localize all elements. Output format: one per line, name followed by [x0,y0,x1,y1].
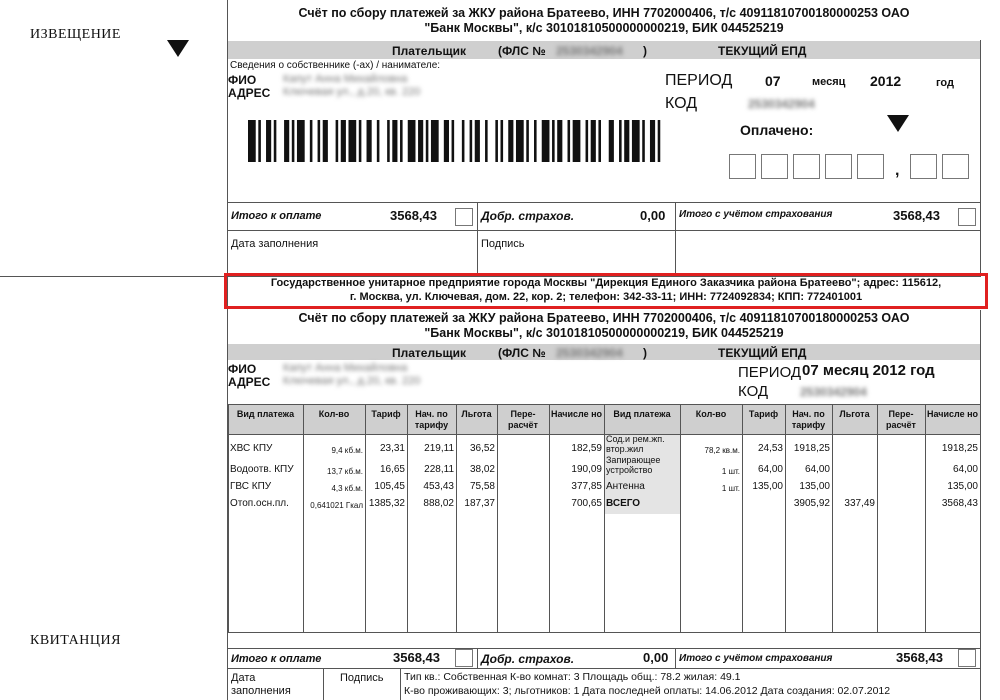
period-month: 07 [765,73,781,89]
barcode-bar [619,120,622,162]
signature-label: Подпись [481,238,525,250]
fio-label-2: ФИО [228,362,257,376]
barcode-bar [444,120,449,162]
table-cell-total: 3568,43 [941,498,978,509]
signature-label-2: Подпись [340,672,384,684]
address-value: Ключевая ул., д.20, кв. 220 [283,86,421,98]
barcode-bar [336,120,339,162]
period-label-2: ПЕРИОД [738,364,802,381]
barcode-bar [266,120,271,162]
fls-value-2: 2530342904 [556,346,623,360]
period-year: 2012 [870,73,902,89]
paid-label: Оплачено: [740,122,814,138]
barcode-bar [387,120,390,162]
to-pay-checkbox-2[interactable] [455,649,473,667]
barcode-bar [248,120,256,162]
fio-value-2: Капут Анна Михайловна [283,362,408,374]
table-cell-name: Сод.и рем.жп. втор.жил [606,434,665,454]
paid-comma: , [895,162,900,179]
header2-line1: Счёт по сбору платежей за ЖКУ района Братеево, ИНН 7702000406, т/с 40911810700180000253 ОАО [298,311,910,325]
barcode [248,120,668,162]
insurance-value-2: 0,00 [643,650,669,665]
period-year-label: год [936,77,954,89]
table-cell-charged: 453,43 [423,481,454,492]
table-cell-tariff: 1385,32 [368,498,405,509]
barcode-bar [284,120,289,162]
code-value: 2530342904 [748,97,815,111]
barcode-bar [310,120,313,162]
epd-label-2: ТЕКУЩИЙ ЕПД [718,346,807,360]
address-value-2: Ключевая ул., д.20, кв. 220 [283,375,421,387]
barcode-bar [348,120,356,162]
barcode-bar [462,120,465,162]
barcode-bar [642,120,645,162]
paid-digit-box[interactable] [825,154,852,179]
table-cell-charged: 3905,92 [793,498,830,509]
barcode-bar [258,120,261,162]
barcode-bar [426,120,429,162]
barcode-bar [418,120,423,162]
insurance-value: 0,00 [640,208,666,223]
barcode-bar [318,120,321,162]
barcode-bar [367,120,372,162]
table-header-cell: Начисле но [926,409,979,419]
barcode-bar [452,120,455,162]
fio-label: ФИО [228,73,257,87]
fio-value: Капут Анна Михайловна [283,73,408,85]
insurance-label: Добр. страхов. [481,209,575,223]
barcode-bar [470,120,473,162]
paid-digit-box[interactable] [942,154,969,179]
payer-label: Плательщик [392,44,466,58]
table-cell-charged: 64,00 [804,464,830,475]
barcode-bar [586,120,589,162]
to-pay-label-2: Итого к оплате [231,653,322,665]
to-pay-label: Итого к оплате [231,210,322,222]
triangle-down-icon [167,40,189,57]
table-cell-charged: 135,00 [799,481,830,492]
notice-label: ИЗВЕЩЕНИЕ [30,27,121,42]
barcode-bar [501,120,504,162]
barcode-bar [274,120,277,162]
to-pay-value: 3568,43 [390,208,437,223]
fls-close-2: ) [643,346,647,360]
owner-info: Сведения о собственнике (-ах) / нанимателе: [230,60,441,71]
table-cell-name: Антенна [606,481,645,492]
to-pay-value-2: 3568,43 [393,650,440,665]
table-cell-charged: 219,11 [424,443,454,454]
table-cell-benefit: 38,02 [469,464,495,475]
footer-line2: К-во проживающих: 3; льготников: 1 Дата последней оплаты: 14.06.2012 Дата создания: 02.07.2012 [404,685,891,697]
table-header-cell: Тариф [371,409,401,419]
table-cell-total: 1918,25 [941,443,978,454]
table-header-cell: Нач. по тарифу [791,409,826,430]
barcode-bar [534,120,537,162]
address-label: АДРЕС [228,86,271,100]
barcode-bar [392,120,397,162]
org-line2: г. Москва, ул. Ключевая, дом. 22, кор. 2; телефон: 342-33-11; ИНН: 7724092834; КПП: 772401001 [349,291,863,303]
barcode-bar [485,120,488,162]
table-cell-charged: 228,11 [424,464,454,475]
table-header-cell: Пере-расчёт [886,409,916,430]
table-cell-total: 182,59 [571,443,602,454]
header2-line2: "Банк Москвы", к/с 30101810500000000219, БИК 044525219 [424,326,784,340]
header-line1: Счёт по сбору платежей за ЖКУ района Братеево, ИНН 7702000406, т/с 40911810700180000253 ОАО [298,6,910,20]
barcode-bar [658,120,661,162]
right-border [980,40,981,277]
address-label-2: АДРЕС [228,375,271,389]
period-label: ПЕРИОД [665,72,733,89]
insurance-label-2: Добр. страхов. [481,652,575,666]
table-header-cell: Кол-во [695,409,727,419]
footer-line1: Тип кв.: Собственная К-во комнат: 3 Площадь общ.: 78.2 жилая: 49.1 [404,671,741,683]
table-header-cell: Льгота [839,409,870,419]
epd-label: ТЕКУЩИЙ ЕПД [718,44,807,58]
header-line2: "Банк Москвы", к/с 30101810500000000219, БИК 044525219 [424,21,784,35]
table-cell-name: Запирающее устройство [606,455,661,475]
paid-digit-box[interactable] [910,154,937,179]
table-header-cell: Пере-расчёт [508,409,538,430]
table-cell-tariff: 135,00 [752,481,783,492]
fls-value: 2530342904 [556,44,623,58]
table-cell-qty: 78,2 кв.м. [704,446,740,455]
barcode-bar [598,120,601,162]
code-value-2: 2530342904 [800,385,867,399]
table-cell-qty: 1 шт. [721,484,740,493]
table-cell-charged: 1918,25 [793,443,830,454]
table-cell-tariff: 23,31 [379,443,405,454]
table-cell-tariff: 16,65 [379,464,405,475]
barcode-bar [632,120,640,162]
barcode-bar [359,120,362,162]
with-insurance-checkbox-2[interactable] [958,649,976,667]
table-cell-benefit: 337,49 [844,498,875,509]
barcode-bar [431,120,439,162]
barcode-bar [341,120,346,162]
barcode-bar [323,120,328,162]
table-header-cell: Льгота [461,409,492,419]
barcode-bar [591,120,596,162]
barcode-bar [650,120,655,162]
table-cell-name: Водоотв. КПУ [230,464,294,475]
org-line1: Государственное унитарное предприятие города Москвы "Дирекция Единого Заказчика района Братеево"; адрес: 115612, [270,277,942,289]
table-cell-benefit: 36,52 [469,443,495,454]
fls-label-2: (ФЛС № [498,346,546,360]
triangle-down-icon [887,115,909,132]
fls-close: ) [643,44,647,58]
table-cell-total: 377,85 [571,481,602,492]
table-cell-total: 190,09 [571,464,602,475]
paid-digit-box[interactable] [761,154,788,179]
barcode-bar [475,120,480,162]
barcode-bar [526,120,529,162]
barcode-bar [297,120,305,162]
table-cell-benefit: 75,58 [469,481,495,492]
table-cell-name: ГВС КПУ [230,481,272,492]
receipt-label: КВИТАНЦИЯ [30,633,121,648]
barcode-bar [542,120,550,162]
table-cell-tariff: 64,00 [757,464,783,475]
period-value-2: 07 месяц 2012 год [802,362,935,379]
barcode-bar [573,120,581,162]
barcode-bar [552,120,555,162]
barcode-bar [516,120,524,162]
table-cell-qty: 1 шт. [721,467,740,476]
barcode-bar [400,120,403,162]
section-divider [0,276,228,277]
barcode-bar [609,120,614,162]
table-cell-tariff: 24,53 [757,443,783,454]
table-cell-qty: 4,3 кб.м. [331,484,363,493]
barcode-bar [408,120,416,162]
table-cell-name: ХВС КПУ [230,443,273,454]
with-insurance-label-2: Итого с учётом страхования [679,653,833,664]
barcode-bar [624,120,629,162]
table-cell-name: Отоп.осн.пл. [230,498,289,509]
table-header-cell: Тариф [748,409,779,419]
with-insurance-label: Итого с учётом страхования [679,209,833,220]
code-label-2: КОД [738,383,769,400]
barcode-bar [568,120,571,162]
barcode-bar [557,120,562,162]
table-cell-total: 135,00 [947,481,978,492]
payer-label-2: Плательщик [392,346,466,360]
table-cell-tariff: 105,45 [374,481,405,492]
fill-date-label-a: Дата [231,672,256,684]
table-cell-total: 64,00 [952,464,978,475]
barcode-bar [508,120,513,162]
fill-date-label-b: заполнения [231,685,291,697]
barcode-bar [292,120,295,162]
fill-date-label: Дата заполнения [231,238,319,250]
table-header-cell: Начисле но [550,409,603,419]
table-header-cell: Кол-во [318,409,350,419]
barcode-bar [377,120,380,162]
table-cell-total: 700,65 [571,498,602,509]
barcode-bar [495,120,498,162]
code-label: КОД [665,95,698,112]
table-cell-qty: 0,641021 Гкал [310,501,363,510]
with-insurance-value-2: 3568,43 [896,650,943,665]
table-cell-name: ВСЕГО [606,498,641,509]
with-insurance-checkbox[interactable] [958,208,976,226]
table-cell-charged: 888,02 [423,498,454,509]
table-header-cell: Нач. по тарифу [414,409,449,430]
table-cell-qty: 13,7 кб.м. [327,467,363,476]
table-cell-benefit: 187,37 [464,498,495,509]
table-cell-qty: 9,4 кб.м. [331,446,363,455]
paid-digit-box[interactable] [793,154,820,179]
paid-digit-box[interactable] [857,154,884,179]
with-insurance-value: 3568,43 [893,208,940,223]
paid-digit-box[interactable] [729,154,756,179]
table-header-cell: Вид платежа [613,409,671,419]
to-pay-checkbox[interactable] [455,208,473,226]
table-header-cell: Вид платежа [236,409,295,419]
fls-label: (ФЛС № [498,44,546,58]
period-month-label: месяц [812,76,846,88]
